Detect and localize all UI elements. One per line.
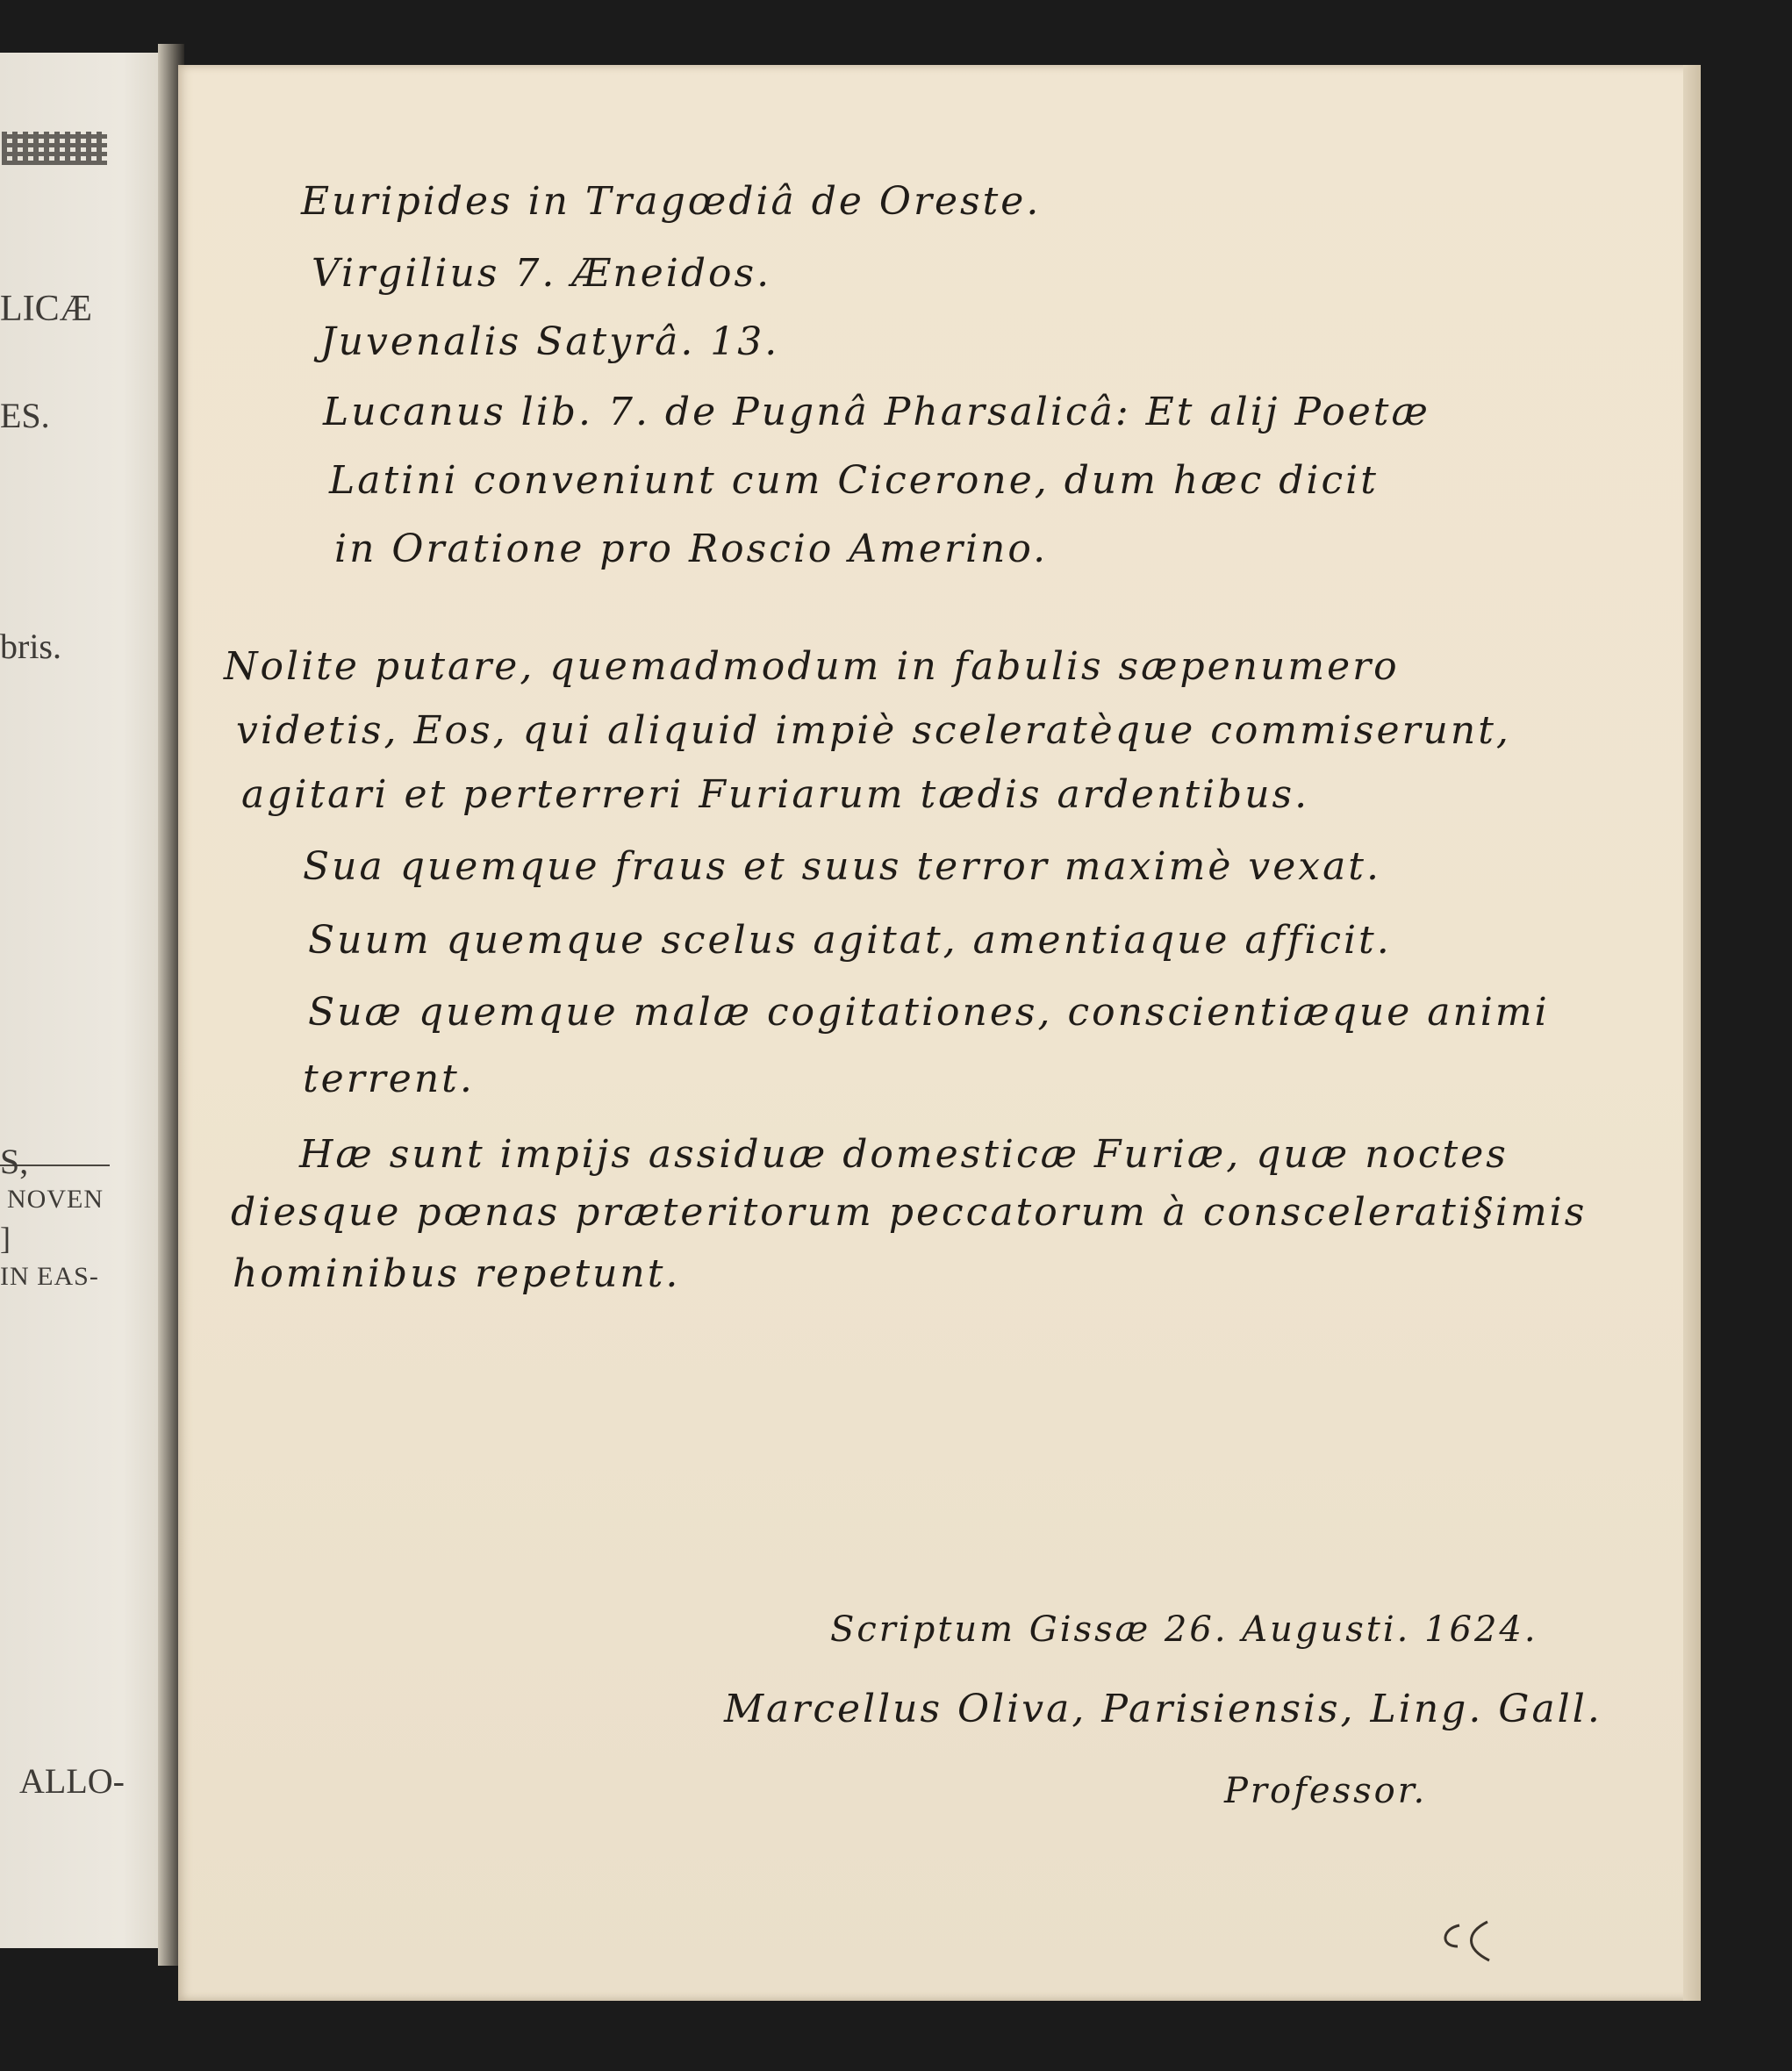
signature-flourish (1433, 1917, 1512, 1969)
verse-line-3: Suæ quemque malæ cogitationes, conscientiæque animi (308, 990, 1550, 1035)
left-fragment-in-eas: IN EAS- (0, 1262, 99, 1291)
left-fragment-bracket: ] (0, 1221, 11, 1256)
quote-line-3: agitari et perterreri Furiarum tædis ardentibus. (241, 772, 1310, 817)
signature-name-line: Marcellus Oliva, Parisiensis, Ling. Gall. (724, 1687, 1602, 1731)
poet-line-oratione: in Oratione pro Roscio Amerino. (334, 527, 1049, 571)
signature-title-line: Professor. (1224, 1771, 1428, 1811)
left-fragment-bris: bris. (0, 627, 61, 666)
printed-ornament (2, 132, 107, 165)
left-fragment-allo: ALLO- (19, 1761, 125, 1801)
poet-line-latini: Latini conveniunt cum Cicerone, dum hæc dicit (329, 458, 1379, 503)
verse-line-4: terrent. (303, 1057, 475, 1101)
signature-date-line: Scriptum Gissæ 26. Augusti. 1624. (830, 1609, 1538, 1650)
poet-line-euripides: Euripides in Tragœdiâ de Oreste. (301, 179, 1042, 224)
left-fragment-licae: LICÆ (0, 289, 92, 329)
closing-line-1: Hæ sunt impijs assiduæ domesticæ Furiæ, quæ noctes (299, 1132, 1509, 1177)
left-facing-page (0, 53, 176, 1948)
closing-line-2: diesque pœnas præteritorum peccatorum à conscelerati§imis (231, 1190, 1588, 1235)
left-fragment-s: S, (0, 1142, 29, 1181)
left-fragment-es: ES. (0, 396, 50, 435)
verse-line-1: Sua quemque fraus et suus terror maximè vexat. (303, 844, 1381, 889)
poet-line-virgilius: Virgilius 7. Æneidos. (312, 251, 772, 296)
closing-line-3: hominibus repetunt. (233, 1251, 681, 1296)
manuscript-page (178, 65, 1699, 2001)
poet-line-juvenalis: Juvenalis Satyrâ. 13. (320, 319, 780, 364)
left-fragment-noven: NOVEN (7, 1185, 104, 1214)
poet-line-lucanus: Lucanus lib. 7. de Pugnâ Pharsalicâ: Et alij Poetæ (323, 390, 1430, 434)
quote-line-2: videtis, Eos, qui aliquid impiè sceleratèque commiserunt, (236, 708, 1511, 753)
page-edge (1683, 65, 1701, 2001)
quote-line-1: Nolite putare, quemadmodum in fabulis sæpenumero (224, 644, 1400, 689)
verse-line-2: Suum quemque scelus agitat, amentiaque afficit. (308, 918, 1392, 963)
